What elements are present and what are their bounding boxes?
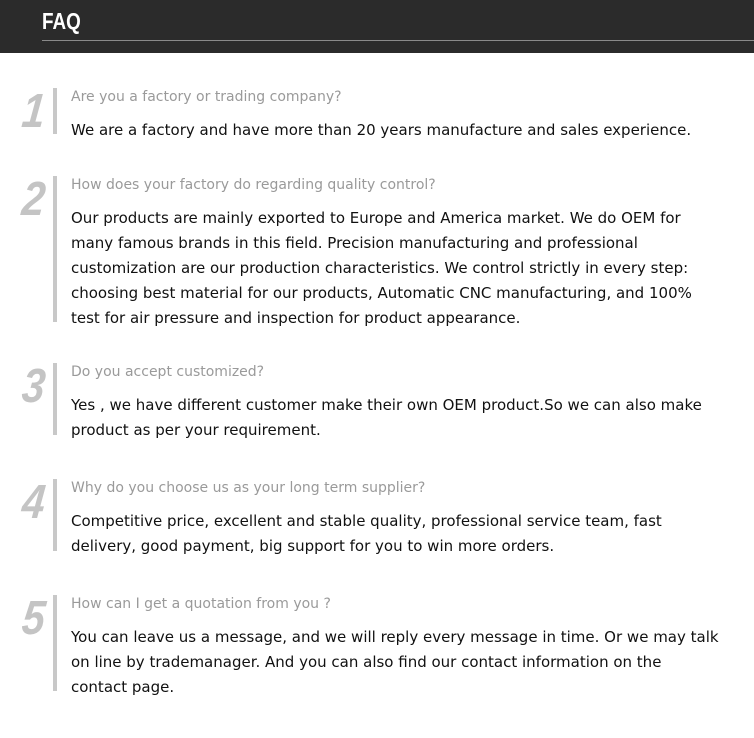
faq-number: 2 xyxy=(19,173,48,226)
faq-answer: Yes , we have different customer make their own OEM product.So we can also make product as per your requirement. xyxy=(71,396,702,439)
faq-number: 4 xyxy=(19,476,48,529)
faq-answer: You can leave us a message, and we will reply every message in time. Or we may talk on line by trademanager. And you can also find our contact information on the contact page. xyxy=(71,628,719,696)
faq-question: How does your factory do regarding quality control? xyxy=(71,177,436,193)
faq-divider-bar xyxy=(53,479,57,551)
faq-divider-bar xyxy=(53,363,57,435)
faq-divider-bar xyxy=(53,595,57,691)
faq-answer: Competitive price, excellent and stable quality, professional service team, fast delivery, good payment, big support for you to win more orders. xyxy=(71,512,662,555)
faq-question: How can I get a quotation from you ? xyxy=(71,596,331,612)
faq-number: 5 xyxy=(19,592,48,645)
faq-question: Why do you choose us as your long term supplier? xyxy=(71,480,426,496)
page-title: FAQ xyxy=(42,8,81,34)
faq-number: 1 xyxy=(19,85,48,138)
faq-divider-bar xyxy=(53,176,57,322)
faq-divider-bar xyxy=(53,88,57,134)
faq-header xyxy=(0,0,754,53)
faq-question: Are you a factory or trading company? xyxy=(71,89,342,105)
faq-answer: We are a factory and have more than 20 years manufacture and sales experience. xyxy=(71,121,692,139)
faq-question: Do you accept customized? xyxy=(71,364,265,380)
faq-answer: Our products are mainly exported to Europe and America market. We do OEM for many famous brands in this field. Precision manufacturing and professional customization are our production characteristics. We control strictly in every step: choosing best material for our products, Automatic CNC manufacturing, and 100% test for air pressure and inspection for product appearance. xyxy=(71,209,692,327)
faq-number: 3 xyxy=(19,360,48,413)
header-divider xyxy=(42,40,754,41)
